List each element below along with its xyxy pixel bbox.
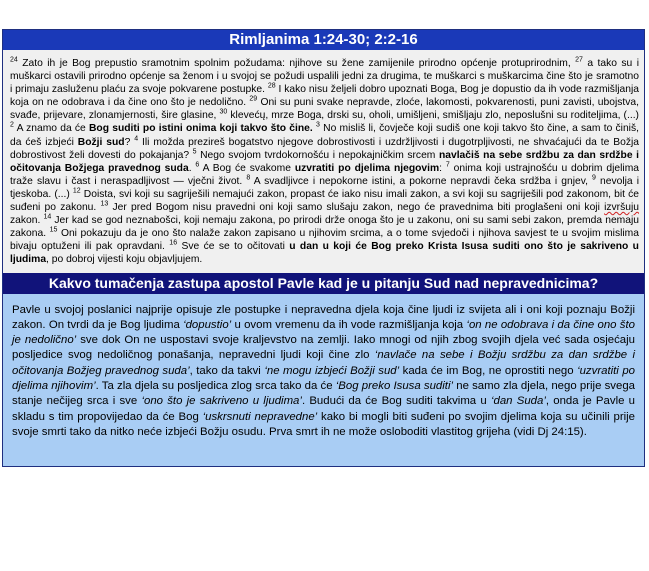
text-run: : — [439, 162, 446, 174]
text-run: Nego svojom tvrdokornošću i nepokajničkim srcem — [196, 149, 439, 161]
text-run: . Ta zla djela su posljedica zlog srca tako da će — [95, 379, 336, 392]
page-title: Rimljanima 1:24-30; 2:2-16 — [229, 31, 418, 48]
text-run: Doista, svi koji su sagriješili nemajući zakon, propast će iako nisu imali zakon, a svi koji su sagriješili pod zakonom, bit će suđeni po zakonu. — [10, 188, 639, 214]
verse-number: 7 — [445, 161, 450, 169]
text-run: u ovom vremenu da ih vode razmišljanja koja — [231, 318, 467, 331]
text-run: kako bi mogli biti suđeni po svojim djelima koja su učinili prije svoje smrti tako da nitko neće izbjeći Božju osudu. Prva smrt ih ne može osloboditi vlastitog grijeha (vidi Dj 24:15). — [12, 410, 636, 438]
emphasis-bold: Bog suditi po istini onima koji takvo što čine. — [89, 123, 313, 135]
quoted-phrase: ‘dopustio’ — [183, 318, 232, 331]
verse-number: 13 — [100, 200, 109, 208]
text-run: A znamo da će — [13, 123, 89, 135]
emphasis-bold: uzvratiti po djelima njegovim — [294, 162, 440, 174]
text-run: zakon. — [10, 215, 44, 227]
verse-number: 8 — [246, 174, 251, 182]
emphasis-bold: navlačiš na sebe srdžbu za dan srdžbe i očitovanja Božjega pravednog suda — [10, 149, 639, 174]
text-run: . — [188, 162, 196, 174]
text-run: Pavle u svojoj poslanici najprije opisuje zle postupke i nepravedna djela koja čine ljudi iz svijeta ali i oni koji poznaju Božji zakon. On tvrdi da je Bog ljudima — [12, 303, 635, 331]
verse-number: 9 — [592, 174, 596, 182]
quoted-phrase: ‘uskrsnuti nepravedne’ — [202, 410, 318, 423]
quoted-phrase: ‘on ne odobrava i da čine ono što je nedolično’ — [12, 318, 635, 347]
text-run: ? — [124, 136, 135, 148]
verse-number: 28 — [267, 82, 276, 90]
verse-number: 6 — [195, 161, 200, 169]
text-run: No misliš li, čovječe koji sudiš one koji takvo što čine, a sam to činiš, da ćeš izbjeći — [10, 123, 639, 148]
text-run: , onda je Pavle u skladu s tim propovijedao da će Bog — [12, 395, 635, 423]
spellcheck-word: izvršuju — [604, 202, 639, 214]
text-run: klevećų, mrze Boga, drski su, oholi, umišljeni, smišljaju zlo, neposlušni su roditeljima, (...) — [227, 110, 639, 122]
verse-number: 15 — [49, 226, 58, 234]
verse-number: 27 — [575, 56, 583, 64]
question-heading: Kakvo tumačenja zastupa apostol Pavle kad je u pitanju Sud nad nepravednicima? — [48, 274, 599, 291]
text-run: A svadljivce i nepokorne istini, a pokorne nepravdi čeka srdžba i gnjev, — [250, 175, 593, 187]
text-run: nevolja i tjeskoba. (...) — [10, 175, 640, 200]
title-banner — [3, 30, 644, 50]
text-run: a tako su i muškarci ostavili prirodno općenje sa ženom i u svojoj se požudi uspalili jedni za drugima, te muškarci s muškarcima čine što je sramotno i primaju zasluženu plaću za svoje pokvarene postupke. — [10, 58, 639, 96]
text-run: sve dok On ne uspostavi svoje kraljevstvo na zemlji. Iako mnogi od njih zbog svojih djela već sada osjećaju posljedice svog nedoličnog ponašanja, nepravedni ljudi koji čine zlo — [12, 334, 636, 362]
text-run: Sve će se to očitovati — [177, 241, 290, 253]
scripture-passage — [3, 50, 644, 273]
text-run: Ili možda prezireš bogatstvo njegove dobrostivosti i uzdržljivosti i dugotrpljivosti, ne shvaćajući da te Božja dobrostivost želi dovesti do pokajanja? — [10, 136, 639, 161]
text-run: ne samo zla djela, nego prije svega stanje nečijeg srca i sve — [12, 379, 636, 408]
verse-number: 12 — [72, 187, 81, 195]
quoted-phrase: ‘ono što je sakriveno u ljudima’ — [141, 395, 302, 408]
emphasis-bold: Božji sud — [77, 136, 125, 148]
text-run: I kako nisu željeli dobro upoznati Boga, Bog je dopustio da ih vode razmišljanja koja on ne odobrava i da čine ono što je nedolično. — [10, 84, 639, 109]
commentary-text — [3, 294, 644, 467]
verse-number: 3 — [316, 122, 320, 130]
study-card — [2, 29, 645, 467]
verse-number: 14 — [43, 213, 52, 221]
verse-number: 30 — [219, 108, 228, 116]
quoted-phrase: ‘dan Suda’ — [490, 395, 546, 408]
text-run: Jer pred Bogom nisu pravedni oni koji samo slušaju zakon, nego će pravednima biti proglašeni oni koji — [108, 202, 605, 214]
text-run: Oni pokazuju da je ono što nalaže zakon zapisano u njihovim srcima, a o tome svjedoči i njihova savjest te u svojim mislima bivaju optuženi ili pak opravdani. — [10, 228, 639, 253]
question-banner — [3, 273, 644, 294]
text-run: onima koji ustrajnošću u dobrim djelima traže slavu i čast i neraspadljivost — vječni život. — [10, 162, 639, 187]
verse-number: 5 — [192, 148, 197, 156]
text-run: A Bog će svakome — [199, 162, 295, 174]
emphasis-bold: u dan u koji će Bog preko Krista Isusa suditi ono što je sakriveno u ljudima — [10, 241, 639, 266]
verse-number: 29 — [249, 95, 258, 103]
verse-number: 2 — [10, 122, 14, 130]
verse-number: 16 — [169, 239, 178, 247]
text-run: . Budući da će Bog suditi takvima u — [301, 395, 491, 408]
quoted-phrase: ‘navlače na sebe i Božju srdžbu za dan srdžbe i očitovanja Božjeg pravednog suda’ — [12, 349, 635, 377]
text-run: Zato ih je Bog prepustio sramotnim spolnim požudama: njihove su žene zamijenile prirodno općenje protuprirodnim, — [17, 58, 576, 69]
quoted-phrase: ‘Bog preko Isusa suditi’ — [335, 379, 454, 392]
text-run: , po dobroj vijesti koju objavljujem. — [46, 254, 203, 266]
text-run: kada će im Bog, ne oprostiti nego — [399, 364, 578, 377]
verse-number: 4 — [134, 135, 139, 143]
quoted-phrase: ‘ne mogu izbjeći Božji sud’ — [264, 364, 400, 377]
text-run: Jer kad se god neznabošci, koji nemaju zakona, po prirodi drže onoga što je u zakonu, oni su sami sebi zakon, premda nemaju zakona. — [10, 215, 639, 240]
text-run: Oni su puni svake nepravde, zloće, lakomosti, pokvarenosti, puni zavisti, ubojstva, svađe, prijevare, zlonamjernosti, šire glasine, — [10, 97, 639, 122]
quoted-phrase: ‘uzvratiti po djelima njihovim’ — [12, 364, 635, 392]
verse-number: 24 — [10, 56, 18, 64]
text-run: , tako da takvi — [189, 364, 265, 377]
